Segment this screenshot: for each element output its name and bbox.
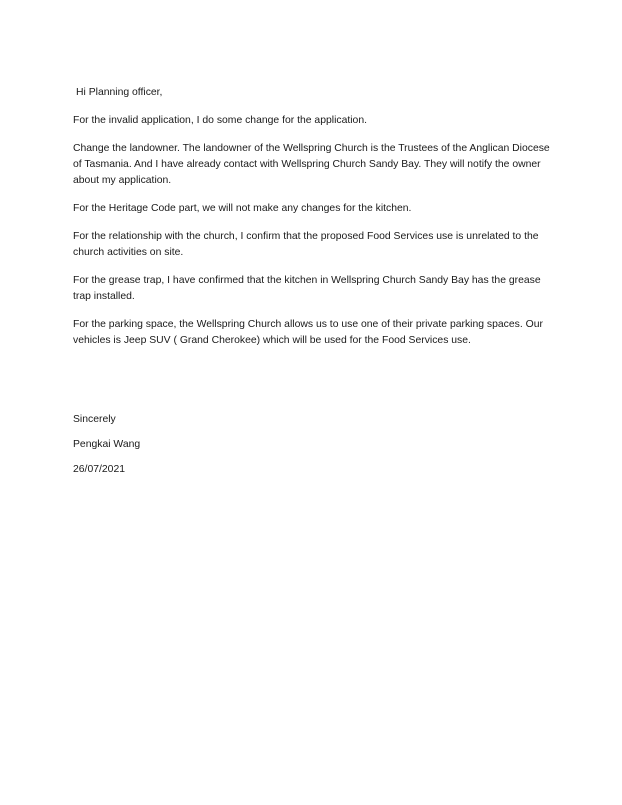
signature-block: [73, 412, 373, 487]
paragraph-grease-trap: For the grease trap, I have confirmed that the kitchen in Wellspring Church Sandy Bay has the grease trap installed.: [73, 275, 541, 302]
paragraph-heritage-code: For the Heritage Code part, we will not make any changes for the kitchen.: [73, 203, 412, 214]
paragraph-church-relationship: For the relationship with the church, I confirm that the proposed Food Services use is unrelated to the church activities on site.: [73, 231, 539, 258]
closing: Sincerely: [73, 414, 116, 425]
paragraph-parking-space: For the parking space, the Wellspring Church allows us to use one of their private parking spaces. Our vehicles is Jeep SUV ( Grand Cherokee) which will be used for the Food Services use.: [73, 319, 543, 346]
paragraph-landowner: Change the landowner. The landowner of the Wellspring Church is the Trustees of the Anglican Diocese of Tasmania. And I have already contact with Wellspring Church Sandy Bay. They will notify the owner about my application.: [73, 143, 550, 186]
letter-date: 26/07/2021: [73, 464, 126, 475]
paragraph-invalid-application: For the invalid application, I do some change for the application.: [73, 115, 368, 126]
letter-body: [73, 85, 553, 361]
greeting: Hi Planning officer,: [76, 87, 163, 98]
signature-name: Pengkai Wang: [73, 439, 141, 450]
